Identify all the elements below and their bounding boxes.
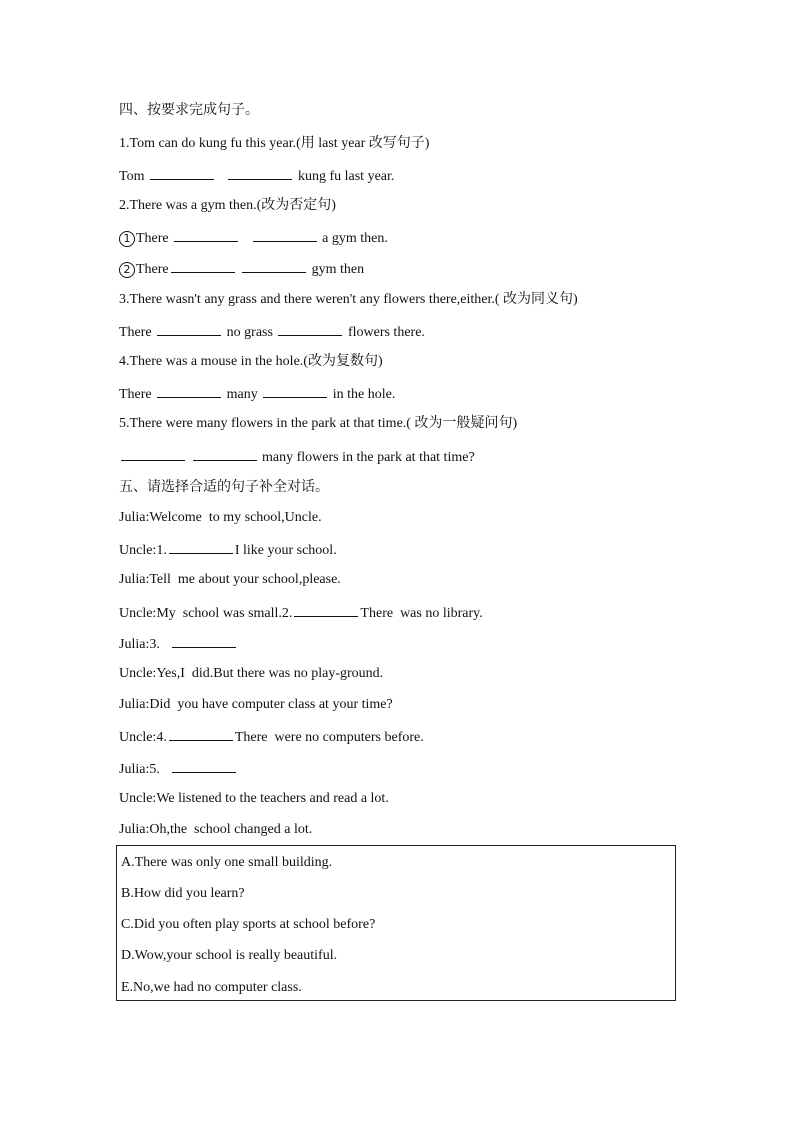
answer-blank[interactable]: [121, 447, 185, 461]
dialogue-line: Uncle:4. There were no computers before.: [119, 727, 424, 747]
q5-answer-line: many flowers in the park at that time?: [119, 447, 475, 467]
q4-prompt: 4.There was a mouse in the hole.(改为复数句): [119, 354, 383, 369]
dialogue-line: Uncle:Yes,I did.But there was no play-ground.: [119, 666, 384, 681]
q5-prompt: 5.There were many flowers in the park at that time.( 改为一般疑问句): [119, 416, 518, 431]
q3-prompt: 3.There wasn't any grass and there weren't any flowers there,either.( 改为同义句): [119, 292, 578, 307]
answer-blank[interactable]: [242, 259, 306, 273]
answer-blank[interactable]: [193, 447, 257, 461]
option-d: D.Wow,your school is really beautiful.: [121, 948, 338, 963]
answer-blank[interactable]: [150, 166, 214, 180]
circled-number-2: 2: [119, 262, 135, 278]
option-b: B.How did you learn?: [121, 886, 245, 901]
section5-heading: 五、请选择合适的句子补全对话。: [119, 479, 329, 495]
section4-heading: 四、按要求完成句子。: [119, 102, 259, 118]
q3-answer-line: There no grass flowers there.: [119, 322, 425, 342]
option-c: C.Did you often play sports at school before?: [121, 917, 376, 932]
q1-answer-line: Tom kung fu last year.: [119, 166, 394, 186]
dialogue-line: Uncle:We listened to the teachers and read a lot.: [119, 791, 389, 806]
answer-blank[interactable]: [172, 634, 236, 648]
answer-blank[interactable]: [157, 384, 221, 398]
dialogue-line: Julia:5.: [119, 759, 238, 779]
dialogue-line: Julia:3.: [119, 634, 238, 654]
answer-blank[interactable]: [253, 228, 317, 242]
dialogue-line: Julia:Oh,the school changed a lot.: [119, 822, 313, 837]
answer-blank[interactable]: [174, 228, 238, 242]
answer-blank[interactable]: [169, 540, 233, 554]
answer-blank[interactable]: [263, 384, 327, 398]
options-box: [116, 845, 676, 1001]
q4-answer-line: There many in the hole.: [119, 384, 395, 404]
answer-blank[interactable]: [157, 322, 221, 336]
option-a: A.There was only one small building.: [121, 855, 333, 870]
option-e: E.No,we had no computer class.: [121, 980, 302, 995]
circled-number-1: 1: [119, 231, 135, 247]
q2-answer-1: 1 There a gym then.: [119, 228, 388, 248]
answer-blank[interactable]: [278, 322, 342, 336]
dialogue-line: Julia:Tell me about your school,please.: [119, 572, 341, 587]
answer-blank[interactable]: [171, 259, 235, 273]
answer-blank[interactable]: [172, 759, 236, 773]
answer-blank[interactable]: [294, 603, 358, 617]
q1-prompt: 1.Tom can do kung fu this year.(用 last year 改写句子): [119, 136, 430, 151]
answer-blank[interactable]: [169, 727, 233, 741]
answer-blank[interactable]: [228, 166, 292, 180]
dialogue-line: Julia:Welcome to my school,Uncle.: [119, 510, 322, 525]
q2-prompt: 2.There was a gym then.(改为否定句): [119, 198, 336, 213]
dialogue-line: Uncle:My school was small.2. There was no library.: [119, 603, 483, 623]
dialogue-line: Julia:Did you have computer class at your time?: [119, 697, 393, 712]
q2-answer-2: 2 There gym then: [119, 259, 364, 279]
dialogue-line: Uncle:1. I like your school.: [119, 540, 337, 560]
